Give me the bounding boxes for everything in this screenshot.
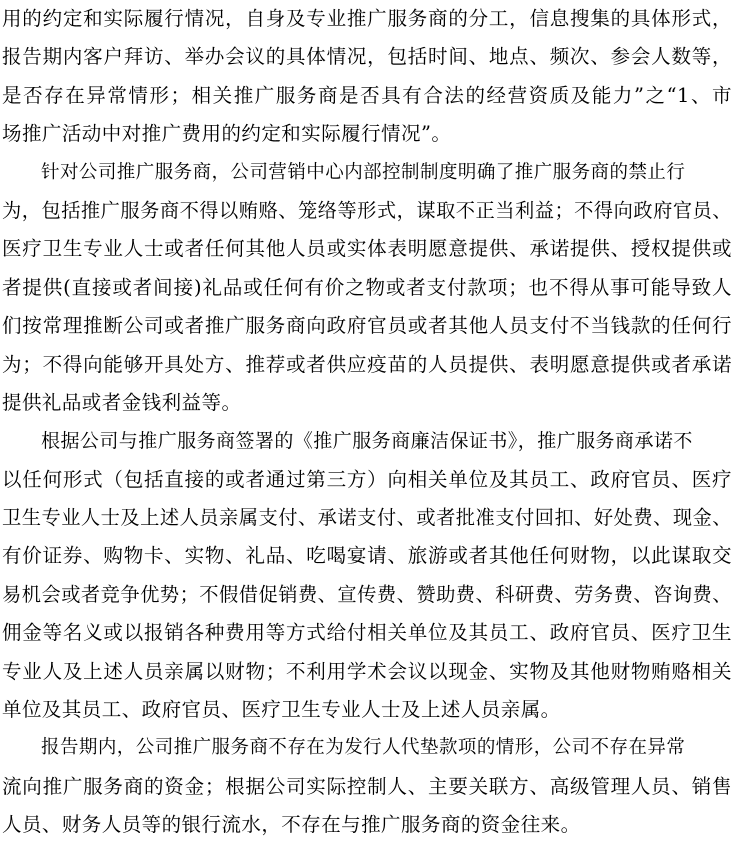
text-line: 用的约定和实际履行情况，自身及专业推广服务商的分工，信息搜集的具体形式， <box>2 7 732 30</box>
text-line: 报告期内，公司推广服务商不存在为发行人代垫款项的情形，公司不存在异常 <box>41 737 686 759</box>
text-line: 根据公司与推广服务商签署的《推广服务商廉洁保证书》，推广服务商承诺不 <box>41 430 693 453</box>
text-line: 们按常理推断公司或者推广服务商向政府官员或者其他人员支付不当钱款的任何行 <box>2 314 732 338</box>
paragraph-reporting-period <box>2 729 735 844</box>
text-line: 报告期内客户拜访、举办会议的具体情况，包括时间、地点、频次、参会人数等， <box>2 45 732 69</box>
text-line: 医疗卫生专业人士或者任何其他人员或实体表明愿意提供、承诺提供、授权提供或 <box>2 237 732 261</box>
text-line: 佣金等名义或以报销各种费用等方式给付相关单位及其员工、政府官员、医疗卫生 <box>2 621 732 645</box>
text-line: 者提供(直接或者间接)礼品或任何有价之物或者支付款项；也不得从事可能导致人 <box>2 275 732 299</box>
paragraph-prohibitions <box>2 154 735 423</box>
text-line: 是否存在异常情形；相关推广服务商是否具有合法的经营资质及能力”之“1、市 <box>2 83 732 107</box>
text-line: 为，包括推广服务商不得以贿赂、笼络等形式，谋取不正当利益；不得向政府官员、 <box>2 198 732 222</box>
text-line: 为；不得向能够开具处方、推荐或者供应疫苗的人员提供、表明愿意提供或者承诺 <box>2 352 732 376</box>
text-line: 人员、财务人员等的银行流水，不存在与推广服务商的资金往来。 <box>2 813 581 837</box>
text-line: 有价证券、购物卡、实物、礼品、吃喝宴请、旅游或者其他任何财物，以此谋取交 <box>2 544 732 568</box>
text-line: 以任何形式（包括直接的或者通过第三方）向相关单位及其员工、政府官员、医疗 <box>2 467 732 491</box>
text-line: 专业人及上述人员亲属以财物；不利用学术会议以现金、实物及其他财物贿赂相关 <box>2 659 732 683</box>
paragraph-integrity-pledge <box>2 422 735 729</box>
text-line: 针对公司推广服务商，公司营销中心内部控制制度明确了推广服务商的禁止行 <box>41 161 686 183</box>
text-line: 流向推广服务商的资金；根据公司实际控制人、主要关联方、高级管理人员、销售 <box>2 774 732 798</box>
text-line: 提供礼品或者金钱利益等。 <box>2 390 242 414</box>
paragraph-continuation <box>2 0 735 154</box>
text-line: 易机会或者竞争优势；不假借促销费、宣传费、赞助费、科研费、劳务费、咨询费、 <box>2 582 732 606</box>
text-line: 场推广活动中对推广费用的约定和实际履行情况”。 <box>2 122 452 146</box>
text-line: 单位及其员工、政府官员、医疗卫生专业人士及上述人员亲属。 <box>2 698 561 722</box>
text-line: 卫生专业人士及上述人员亲属支付、承诺支付、或者批准支付回扣、好处费、现金、 <box>2 506 732 530</box>
